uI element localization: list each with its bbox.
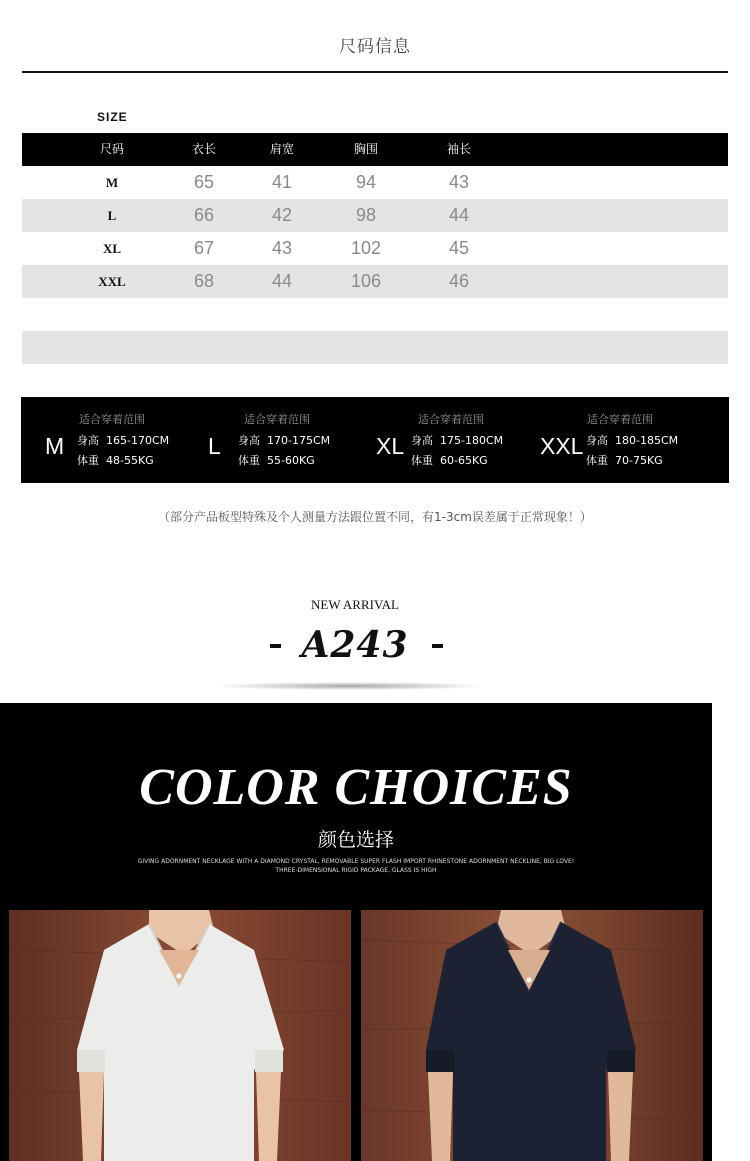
fit-weight [238, 452, 315, 468]
new-arrival-label: NEW ARRIVAL [311, 597, 399, 612]
empty-table-bar [22, 331, 728, 364]
color-choices-section [0, 703, 712, 1161]
height-value: 165-170CM [106, 434, 170, 447]
length-cell: 66 [193, 205, 215, 225]
fit-height [411, 432, 503, 448]
weight-value: 55-60KG [267, 454, 315, 467]
column-header-chest: 胸围 [353, 142, 378, 156]
table-row [22, 166, 728, 199]
page-title: 尺码信息 [339, 37, 411, 57]
fit-caption: 适合穿着范围 [587, 413, 653, 426]
product-code-row [260, 624, 450, 670]
height-label: 身高 [238, 434, 260, 447]
chest-cell: 94 [355, 172, 377, 192]
height-value: 175-180CM [440, 434, 504, 447]
fit-size: XL [376, 433, 405, 459]
column-header-size: 尺码 [99, 142, 124, 156]
size-cell: XXL [98, 274, 126, 289]
white-shirt-photo [9, 910, 351, 1161]
height-label: 身高 [77, 434, 99, 447]
fit-guide-panel [21, 397, 729, 483]
length-cell: 68 [193, 271, 215, 291]
shoulder-cell: 42 [271, 205, 293, 225]
sleeve-cell: 44 [448, 205, 470, 225]
navy-shirt-photo [361, 910, 703, 1161]
weight-value: 60-65KG [440, 454, 488, 467]
color-choices-title: COLOR CHOICES [139, 759, 573, 816]
weight-value: 48-55KG [106, 454, 154, 467]
length-cell: 67 [193, 238, 215, 258]
height-value: 180-185CM [615, 434, 679, 447]
table-row [22, 232, 728, 265]
fit-weight [411, 452, 488, 468]
column-header-length: 衣长 [191, 142, 216, 156]
weight-label: 体重 [77, 454, 99, 467]
column-header-sleeve: 袖长 [446, 142, 471, 156]
product-code: A243 [301, 624, 409, 666]
height-label: 身高 [586, 434, 608, 447]
fit-item-l [191, 397, 361, 483]
shoulder-cell: 41 [271, 172, 293, 192]
dash-right [432, 644, 443, 648]
title-divider [22, 71, 728, 73]
fit-size: L [208, 433, 221, 459]
shoulder-cell: 44 [271, 271, 293, 291]
fit-size: M [45, 433, 65, 459]
color-choices-subtitle: 颜色选择 [317, 829, 394, 851]
measurement-note: （部分产品板型特殊及个人测量方法跟位置不同，有1-3cm误差属于正常现象！） [158, 510, 592, 524]
height-value: 170-175CM [267, 434, 331, 447]
column-header-shoulder: 肩宽 [269, 142, 294, 156]
fit-caption: 适合穿着范围 [244, 413, 310, 426]
fit-size: XXL [540, 433, 584, 459]
fit-item-m [21, 397, 191, 483]
fit-item-xl [361, 397, 536, 483]
chest-cell: 98 [355, 205, 377, 225]
size-label: SIZE [97, 110, 128, 124]
chest-cell: 106 [350, 271, 382, 291]
weight-label: 体重 [238, 454, 260, 467]
sleeve-cell: 46 [448, 271, 470, 291]
fit-height [238, 432, 330, 448]
size-table-header [22, 133, 728, 166]
size-table [22, 133, 728, 298]
fit-weight [77, 452, 154, 468]
color-choices-desc-2: THREE-DIMENSIONAL RIGID PACKAGE, GLASS IS HIGH [275, 867, 437, 874]
color-choices-desc-1: GIVING ADORNMENT NECKLAGE WITH A DIAMOND CRYSTAL, REMOVABLE SUPER FLASH IMPORT RHINESTONE ADORNMENT NECKLINE, BIG LOVE! [137, 858, 575, 865]
size-cell: L [107, 208, 117, 223]
fit-caption: 适合穿着范围 [79, 413, 145, 426]
fit-caption: 适合穿着范围 [418, 413, 484, 426]
weight-value: 70-75KG [615, 454, 663, 467]
chest-cell: 102 [350, 238, 382, 258]
weight-label: 体重 [411, 454, 433, 467]
sleeve-cell: 45 [448, 238, 470, 258]
fit-height [586, 432, 678, 448]
shoulder-cell: 43 [271, 238, 293, 258]
table-row [22, 199, 728, 232]
length-cell: 65 [193, 172, 215, 192]
fit-weight [586, 452, 663, 468]
weight-label: 体重 [586, 454, 608, 467]
fit-height [77, 432, 169, 448]
fit-item-xxl [536, 397, 729, 483]
sleeve-cell: 43 [448, 172, 470, 192]
size-cell: XL [102, 241, 122, 256]
shadow-divider [215, 682, 485, 690]
table-row [22, 265, 728, 298]
size-cell: M [105, 175, 119, 190]
height-label: 身高 [411, 434, 433, 447]
